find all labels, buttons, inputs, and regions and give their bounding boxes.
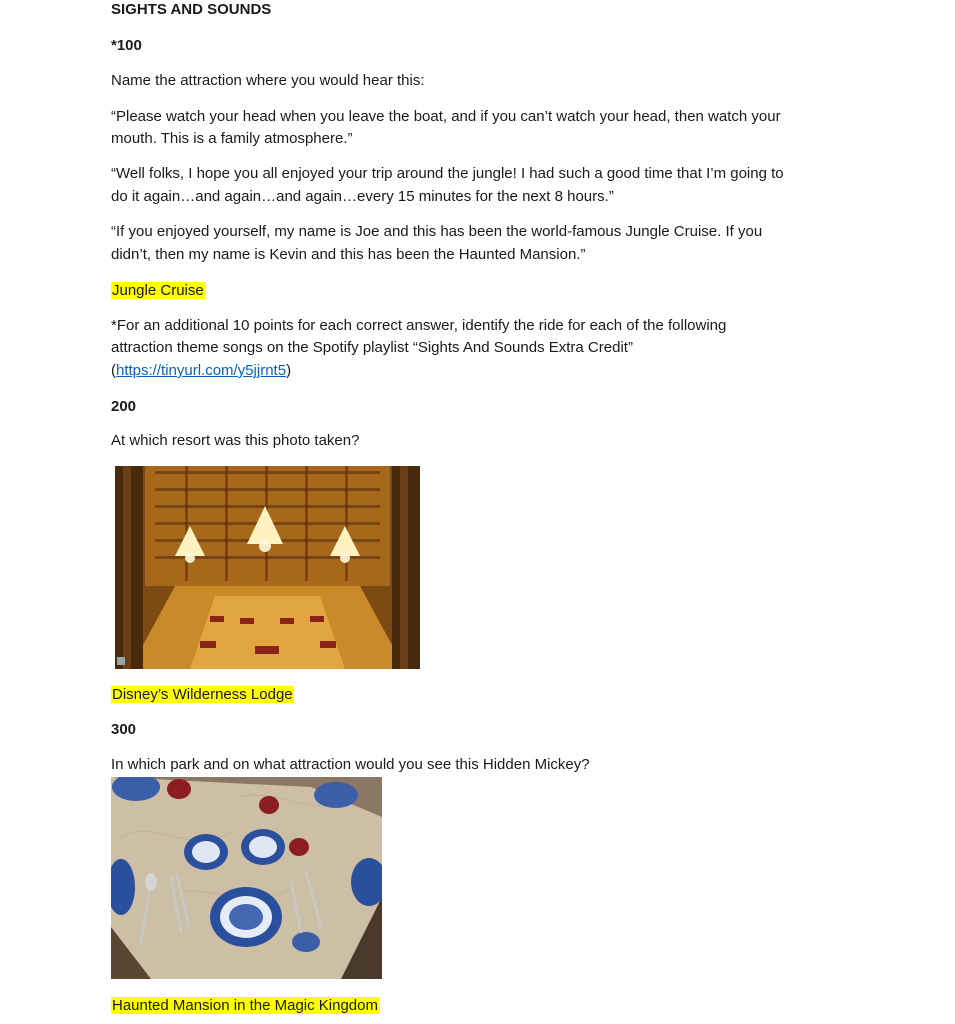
q200-answer	[111, 683, 294, 706]
hidden-mickey-photo	[111, 777, 382, 979]
q300-points: 300	[111, 721, 137, 738]
q200-points: 200	[111, 398, 137, 415]
q300-answer	[111, 994, 379, 1017]
paren-close: )	[286, 362, 292, 379]
q100-prompt: Name the attraction where you would hear this:	[111, 72, 425, 89]
q100-extra-line3	[111, 359, 291, 382]
q100-points: *100	[111, 37, 142, 54]
section-title: SIGHTS AND SOUNDS	[111, 1, 272, 18]
q100-quote1-line1: “Please watch your head when you leave the boat, and if you can’t watch your head, then watch your	[111, 108, 781, 125]
q300-answer-highlight: Haunted Mansion in the Magic Kingdom	[112, 997, 378, 1014]
q100-quote3-line1: “If you enjoyed yourself, my name is Joe and this has been the world-famous Jungle Cruise. If you	[111, 223, 763, 240]
dinner-table-image	[111, 777, 382, 979]
q100-answer	[111, 279, 205, 302]
q100-quote3-line2: didn’t, then my name is Kevin and this has been the Haunted Mansion.”	[111, 246, 586, 263]
q100-quote2-line2: do it again…and again…and again…every 15 minutes for the next 8 hours.”	[111, 188, 614, 205]
spotify-playlist-link[interactable]: https://tinyurl.com/y5jjrnt5	[116, 362, 287, 379]
q100-extra-line1: *For an additional 10 points for each correct answer, identify the ride for each of the following	[111, 317, 727, 334]
q100-quote2-line1: “Well folks, I hope you all enjoyed your trip around the jungle! I had such a good time that I’m going to	[111, 165, 784, 182]
q100-quote1-line2: mouth. This is a family atmosphere.”	[111, 130, 353, 147]
q100-extra-line2: attraction theme songs on the Spotify playlist “Sights And Sounds Extra Credit”	[111, 339, 633, 356]
q300-prompt: In which park and on what attraction would you see this Hidden Mickey?	[111, 756, 590, 773]
q100-answer-highlight: Jungle Cruise	[112, 282, 204, 299]
q200-answer-highlight: Disney’s Wilderness Lodge	[112, 686, 293, 703]
q200-prompt: At which resort was this photo taken?	[111, 432, 360, 449]
paren-open: (	[111, 362, 116, 379]
wilderness-lodge-photo	[115, 466, 420, 669]
lodge-lobby-image	[115, 466, 420, 669]
